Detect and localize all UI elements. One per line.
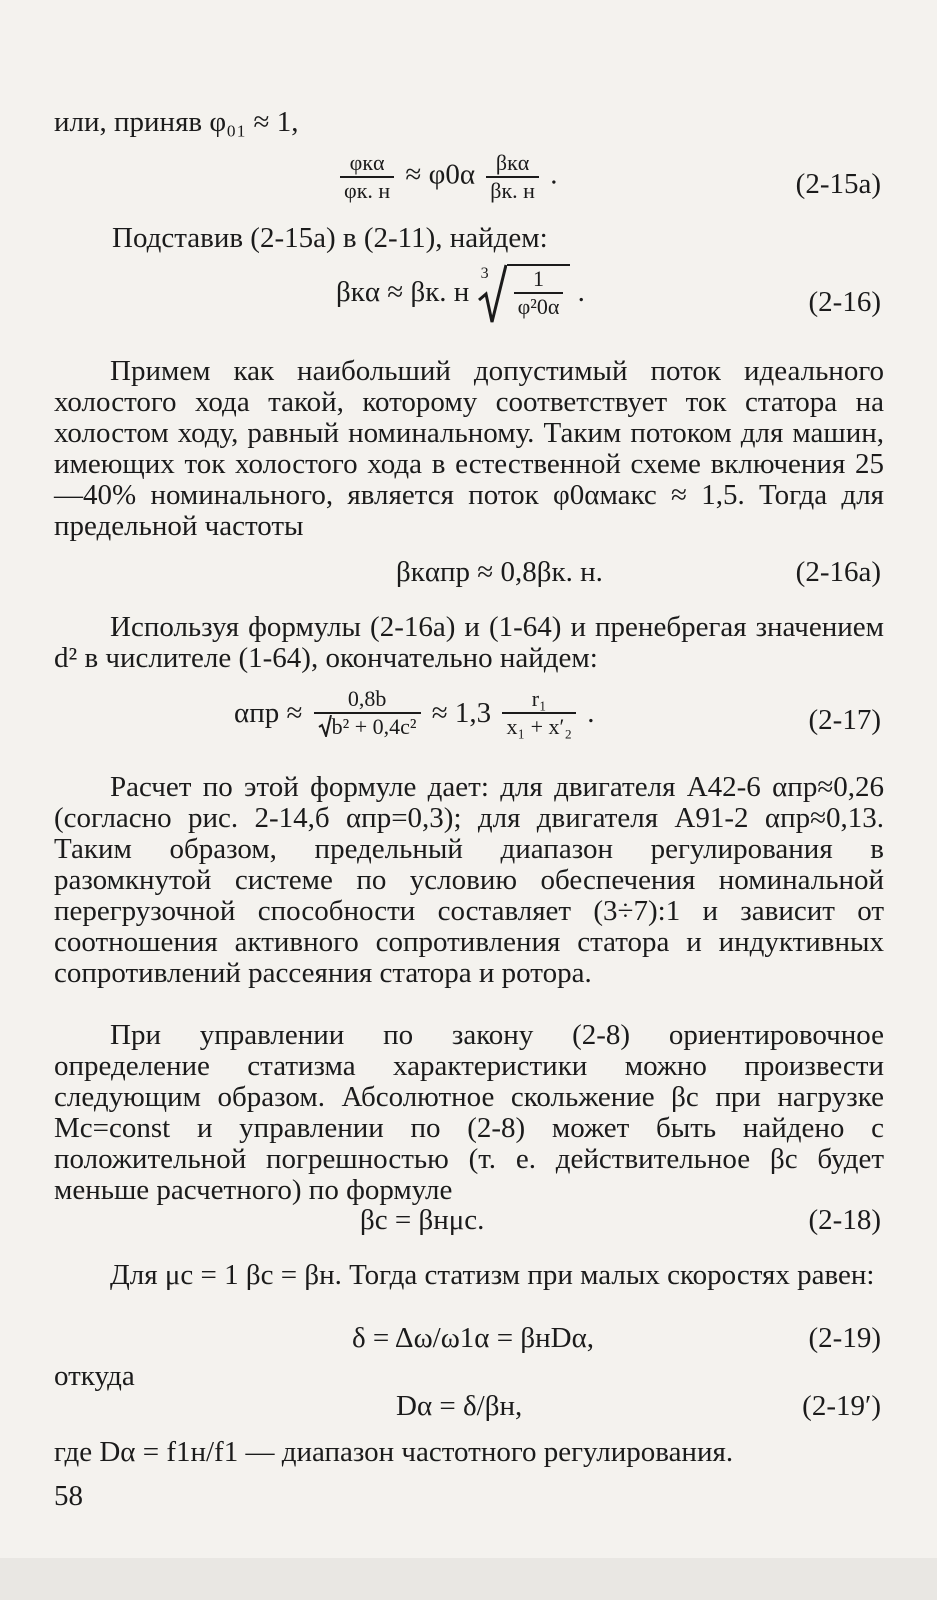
fraction bbox=[314, 686, 421, 740]
denominator: φк. н bbox=[340, 176, 394, 204]
denominator: βк. н bbox=[486, 176, 539, 204]
numerator: r₁ bbox=[531, 686, 547, 711]
equation-middle: ≈ φ0α bbox=[405, 158, 476, 191]
cube-root bbox=[477, 264, 571, 320]
paragraph-4 bbox=[54, 1020, 884, 1206]
equation-tail: . bbox=[550, 158, 558, 191]
radical-sign-icon bbox=[477, 264, 507, 324]
denominator: x₁ + x′₂ bbox=[502, 712, 576, 740]
numerator: βкα bbox=[495, 150, 530, 175]
equation-number: (2-16) bbox=[808, 286, 881, 318]
equation-lhs: αпр ≈ bbox=[234, 697, 303, 729]
scan-bottom-edge bbox=[0, 1558, 937, 1600]
equation-number: (2-16a) bbox=[795, 556, 881, 588]
fraction bbox=[502, 686, 576, 740]
equation-number: (2-17) bbox=[808, 704, 881, 736]
equation-lhs: βкα ≈ βк. н bbox=[336, 276, 470, 308]
fraction bbox=[486, 150, 539, 204]
paragraph-3 bbox=[54, 772, 884, 989]
intro-line: или, приняв φ₀₁ ≈ 1, bbox=[54, 106, 299, 138]
substitution-line: Подставив (2-15а) в (2-11), найдем: bbox=[112, 222, 548, 254]
paragraph-text: При управлении по закону (2-8) ориентировочное определение статизма характеристики можно произвести следующим образом. Абсолютное скольжение βc при нагрузке Mc=const и управлении по (2-8) может быть найдено с положительной погрешностью (т. е. действительное βc будет меньше расчетного) по формуле bbox=[54, 1019, 884, 1206]
equation-2-19-prime: Dα = δ/βн, bbox=[396, 1390, 523, 1422]
equation-number: (2-19) bbox=[808, 1322, 881, 1354]
last-line: где Dα = f1н/f1 — диапазон частотного регулирования. bbox=[54, 1436, 734, 1468]
paragraph-5 bbox=[54, 1260, 884, 1291]
numerator: φкα bbox=[349, 150, 385, 175]
equation-tail: . bbox=[587, 697, 595, 729]
paragraph-2 bbox=[54, 612, 884, 674]
fraction bbox=[514, 266, 564, 320]
root-radicand: b² + 0,4c² bbox=[331, 714, 417, 739]
equation-2-15a bbox=[336, 150, 557, 204]
otkuda-line: откуда bbox=[54, 1360, 135, 1392]
equation-middle: ≈ 1,3 bbox=[431, 697, 492, 729]
page-number: 58 bbox=[54, 1480, 83, 1512]
equation-2-16a: βкαпр ≈ 0,8βк. н. bbox=[396, 556, 603, 588]
radicand bbox=[507, 264, 571, 320]
equation-tail: . bbox=[577, 276, 585, 308]
paragraph-text: Расчет по этой формуле дает: для двигателя А42-6 αпр≈0,26 (согласно рис. 2-14,б αпр=0,3); для двигателя А91-2 αпр≈0,13. Таким образом, предельный диапазон регулирования в разомкнутой системе по условию обеспечения номинальной перегрузочной способности составляет (3÷7):1 и зависит от соотношения активного сопротивления статора и индуктивных сопротивлений рассеяния статора и ротора. bbox=[54, 771, 884, 989]
paragraph-text: Примем как наибольший допустимый поток идеального холостого хода такой, которому соответствует ток статора на холостом ходу, равный номинальному. Таким потоком для машин, имеющих ток холостого хода в естественной схеме включения 25—40% номинального, является поток φ0αмакс ≈ 1,5. Тогда для предельной частоты bbox=[54, 355, 884, 542]
numerator: 1 bbox=[532, 266, 544, 291]
denominator bbox=[314, 712, 421, 740]
paragraph-text: Используя формулы (2-16а) и (1-64) и пренебрегая значением d² в числителе (1-64), окончательно найдем: bbox=[54, 611, 884, 674]
paragraph-text: Для μc = 1 βc = βн. Тогда статизм при малых скоростях равен: bbox=[110, 1259, 875, 1291]
equation-2-18: βc = βнμc. bbox=[360, 1204, 485, 1236]
paragraph-1 bbox=[54, 356, 884, 542]
equation-number: (2-19′) bbox=[802, 1390, 881, 1422]
equation-2-17 bbox=[234, 686, 595, 740]
square-root-icon bbox=[318, 715, 332, 737]
equation-2-19: δ = Δω/ω1α = βнDα, bbox=[352, 1322, 595, 1354]
fraction bbox=[340, 150, 394, 204]
equation-number: (2-15a) bbox=[795, 168, 881, 200]
denominator: φ²0α bbox=[514, 292, 564, 320]
root-index: 3 bbox=[480, 265, 489, 282]
equation-number: (2-18) bbox=[808, 1204, 881, 1236]
numerator: 0,8b bbox=[347, 686, 387, 711]
equation-2-16 bbox=[336, 264, 585, 320]
